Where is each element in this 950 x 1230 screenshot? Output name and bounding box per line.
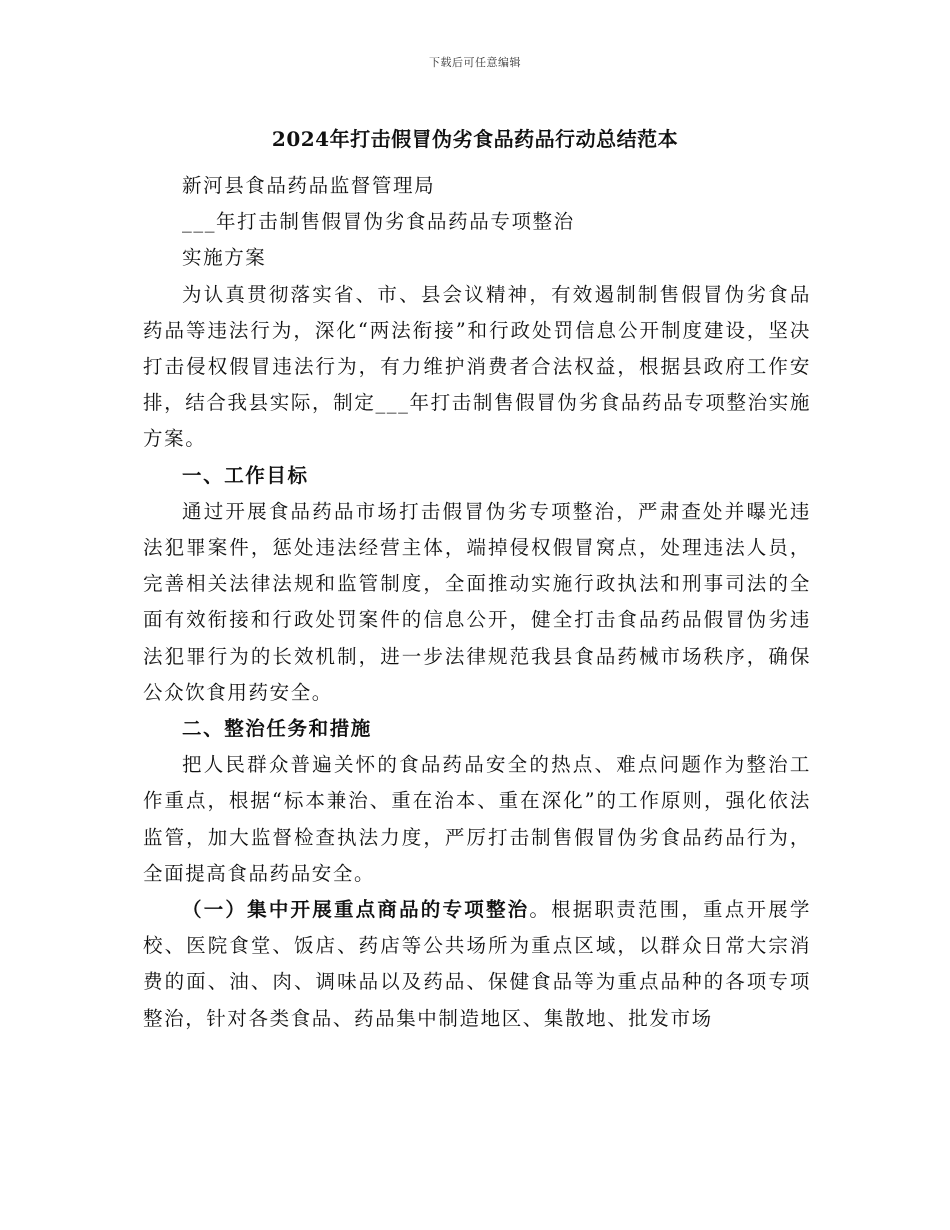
paragraph-plan-name: ___年打击制售假冒伪劣食品药品专项整治 — [182, 210, 575, 234]
document-body — [143, 168, 811, 1037]
document-title: 2024年打击假冒伪劣食品药品行动总结范本 — [271, 127, 679, 151]
paragraph-tasks: 把人民群众普遍关怀的食品药品安全的热点、难点问题作为整治工作重点，根据“标本兼治、重在治本、重在深化”的工作原则，强化依法监管，加大监督检查执法力度，严厉打击制售假冒伪劣食品药品行为，全面提高食品药品安全。 — [143, 753, 811, 885]
header-note: 下载后可任意编辑 — [429, 56, 521, 69]
paragraph-intro: 为认真贯彻落实省、市、县会议精神，有效遏制制售假冒伪劣食品药品等违法行为，深化“两法衔接”和行政处罚信息公开制度建设，坚决打击侵权假冒违法行为，有力维护消费者合法权益，根据县政府工作安排，结合我县实际，制定___年打击制售假冒伪劣食品药品专项整治实施方案。 — [143, 282, 811, 451]
subsection-lead: （一）集中开展重点商品的专项整治 — [182, 898, 530, 922]
paragraph-goals: 通过开展食品药品市场打击假冒伪劣专项整治，严肃查处并曝光违法犯罪案件，惩处违法经营主体，端掉侵权假冒窝点，处理违法人员，完善相关法律法规和监管制度，全面推动实施行政执法和刑事司法的全面有效衔接和行政处罚案件的信息公开，健全打击食品药品假冒伪劣违法犯罪行为的长效机制，进一步法律规范我县食品药械市场秩序，确保公众饮食用药安全。 — [143, 499, 811, 704]
section-heading-goals: 一、工作目标 — [182, 463, 309, 487]
paragraph-plan-type: 实施方案 — [182, 246, 267, 270]
paragraph-subsection-1 — [143, 892, 811, 1037]
paragraph-issuer: 新河县食品药品监督管理局 — [182, 174, 436, 197]
section-heading-tasks: 二、整治任务和措施 — [182, 717, 372, 741]
subsection-text: 。根据职责范围，重点开展学校、医院食堂、饭店、药店等公共场所为重点区域，以群众日常大宗消费的面、油、肉、调味品以及药品、保健食品等为重点品种的各项专项整治，针对各类食品、药品集中制造地区、集散地、批发市场 — [143, 898, 811, 1030]
